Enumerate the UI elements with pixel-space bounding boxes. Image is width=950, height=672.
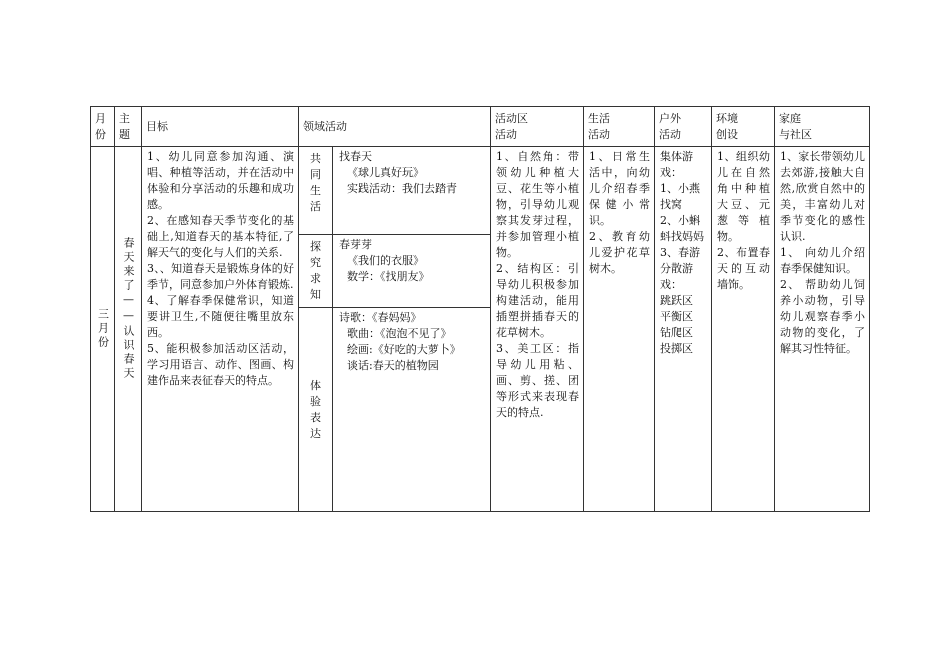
domain-label-2-text: 探 究 求 知 xyxy=(310,240,321,301)
domain-content-1-text xyxy=(333,147,490,199)
family-text: 1、家长带领幼儿去郊游,接触大自然,欣赏自然中的美，丰富幼儿对季节变化的感性认识. 1、 向幼儿介绍春季保健知识。 2、 帮助幼儿饲养小动物，引导幼儿观察春季小动物的变化，了解其习性特征。 xyxy=(780,150,865,355)
goals-text: 1、幼儿同意参加沟通、演唱、种植等活动，并在活动中体验和分享活动的乐趣和成功感。 2、在感知春天季节变化的基础上,知道春天的基本特征,了解天气的变化与人们的关系. 3、、知道春天是锻炼身体的好季节，同意参加户外体育锻炼. 4、了解春季保健常识，知道要讲卫生,不随便往嘴里放东西。 5、能积极参加活动区活动，学习用语言、动作、图画、构建作品来表征春天的特点。 xyxy=(147,150,294,387)
header-family-text: 家庭 与社区 xyxy=(779,112,812,141)
life-cell xyxy=(584,147,655,512)
header-theme-text: 主 题 xyxy=(119,112,130,141)
domain-label-1 xyxy=(299,147,333,235)
env-text: 1、组织幼儿在自然角中种植大豆、元葱等植物。 2、布置春天的互动墙饰。 xyxy=(717,150,770,291)
plan-row-1 xyxy=(91,147,870,235)
domain-label-2 xyxy=(299,235,333,308)
header-domain xyxy=(299,107,491,147)
header-area xyxy=(491,107,584,147)
domain-content-3-text xyxy=(333,308,490,376)
theme-cell xyxy=(115,147,142,512)
domain-1-line-2: 《球儿真好玩》 xyxy=(347,166,424,179)
domain-content-1 xyxy=(333,147,491,235)
domain-3-line-4: 谈话:春天的植物园 xyxy=(347,359,439,372)
theme-text: 春天来了——认识春天 xyxy=(122,237,135,381)
header-month-text: 月 份 xyxy=(95,112,106,141)
area-text: 1、自然角：带领幼儿种植大豆、花生等小植物，引导幼儿观察其发芽过程，并参加管理小植物。 2、结构区：引导幼儿积极参加构建活动，能用插塑拼插春天的花草树木。 3、美工区：指导幼儿用粘、画、剪、搓、团等形式来表现春天的特点. xyxy=(496,150,579,419)
header-area-text: 活动区 活动 xyxy=(495,112,528,141)
domain-3-line-3: 绘画:《好吃的大萝卜》 xyxy=(347,343,461,356)
env-cell xyxy=(712,147,775,512)
domain-2-line-3: 数学：《找朋友》 xyxy=(347,270,430,283)
month-text: 三月份 xyxy=(96,308,110,350)
header-life-text: 生活 活动 xyxy=(588,112,610,141)
domain-3-line-1: 诗歌：《春妈妈》 xyxy=(339,311,422,324)
area-cell xyxy=(491,147,584,512)
domain-label-1-text: 共 同 生 活 xyxy=(310,152,321,213)
outdoor-text: 集体游戏： 1、小燕找窝 2、小蝌蚪找妈妈 3、春游分散游戏： 跳跃区 平衡区 钻爬区 投掷区 xyxy=(660,150,704,355)
domain-content-3 xyxy=(333,308,491,512)
header-life xyxy=(584,107,655,147)
header-goals xyxy=(142,107,299,147)
plan-table xyxy=(90,106,870,512)
header-month xyxy=(91,107,115,147)
header-env-text: 环境 创设 xyxy=(716,112,738,141)
life-text: 1、日常生活中，向幼儿介绍春季保健小常识。 2、教育幼儿爱护花草树木。 xyxy=(589,150,650,275)
domain-1-line-1: 找春天 xyxy=(339,150,372,163)
domain-3-line-2: 歌曲：《泡泡不见了》 xyxy=(347,327,452,340)
domain-1-line-3: 实践活动：我们去踏青 xyxy=(347,182,457,195)
family-cell xyxy=(775,147,870,512)
header-outdoor-text: 户外 活动 xyxy=(659,112,681,141)
header-goals-text: 目标 xyxy=(146,119,168,133)
goals-cell xyxy=(142,147,299,512)
domain-label-3 xyxy=(299,308,333,512)
header-row xyxy=(91,107,870,147)
header-env xyxy=(712,107,775,147)
domain-content-2-text xyxy=(333,235,490,287)
header-family xyxy=(775,107,870,147)
domain-label-3-text: 体 验 表 达 xyxy=(310,378,321,440)
outdoor-cell xyxy=(655,147,712,512)
header-theme xyxy=(115,107,142,147)
month-cell xyxy=(91,147,115,512)
domain-2-line-2: 《我们的衣服》 xyxy=(347,254,424,267)
domain-2-line-1: 春芽芽 xyxy=(339,238,372,251)
header-outdoor xyxy=(655,107,712,147)
header-domain-text: 领域活动 xyxy=(303,119,347,133)
domain-content-2 xyxy=(333,235,491,308)
